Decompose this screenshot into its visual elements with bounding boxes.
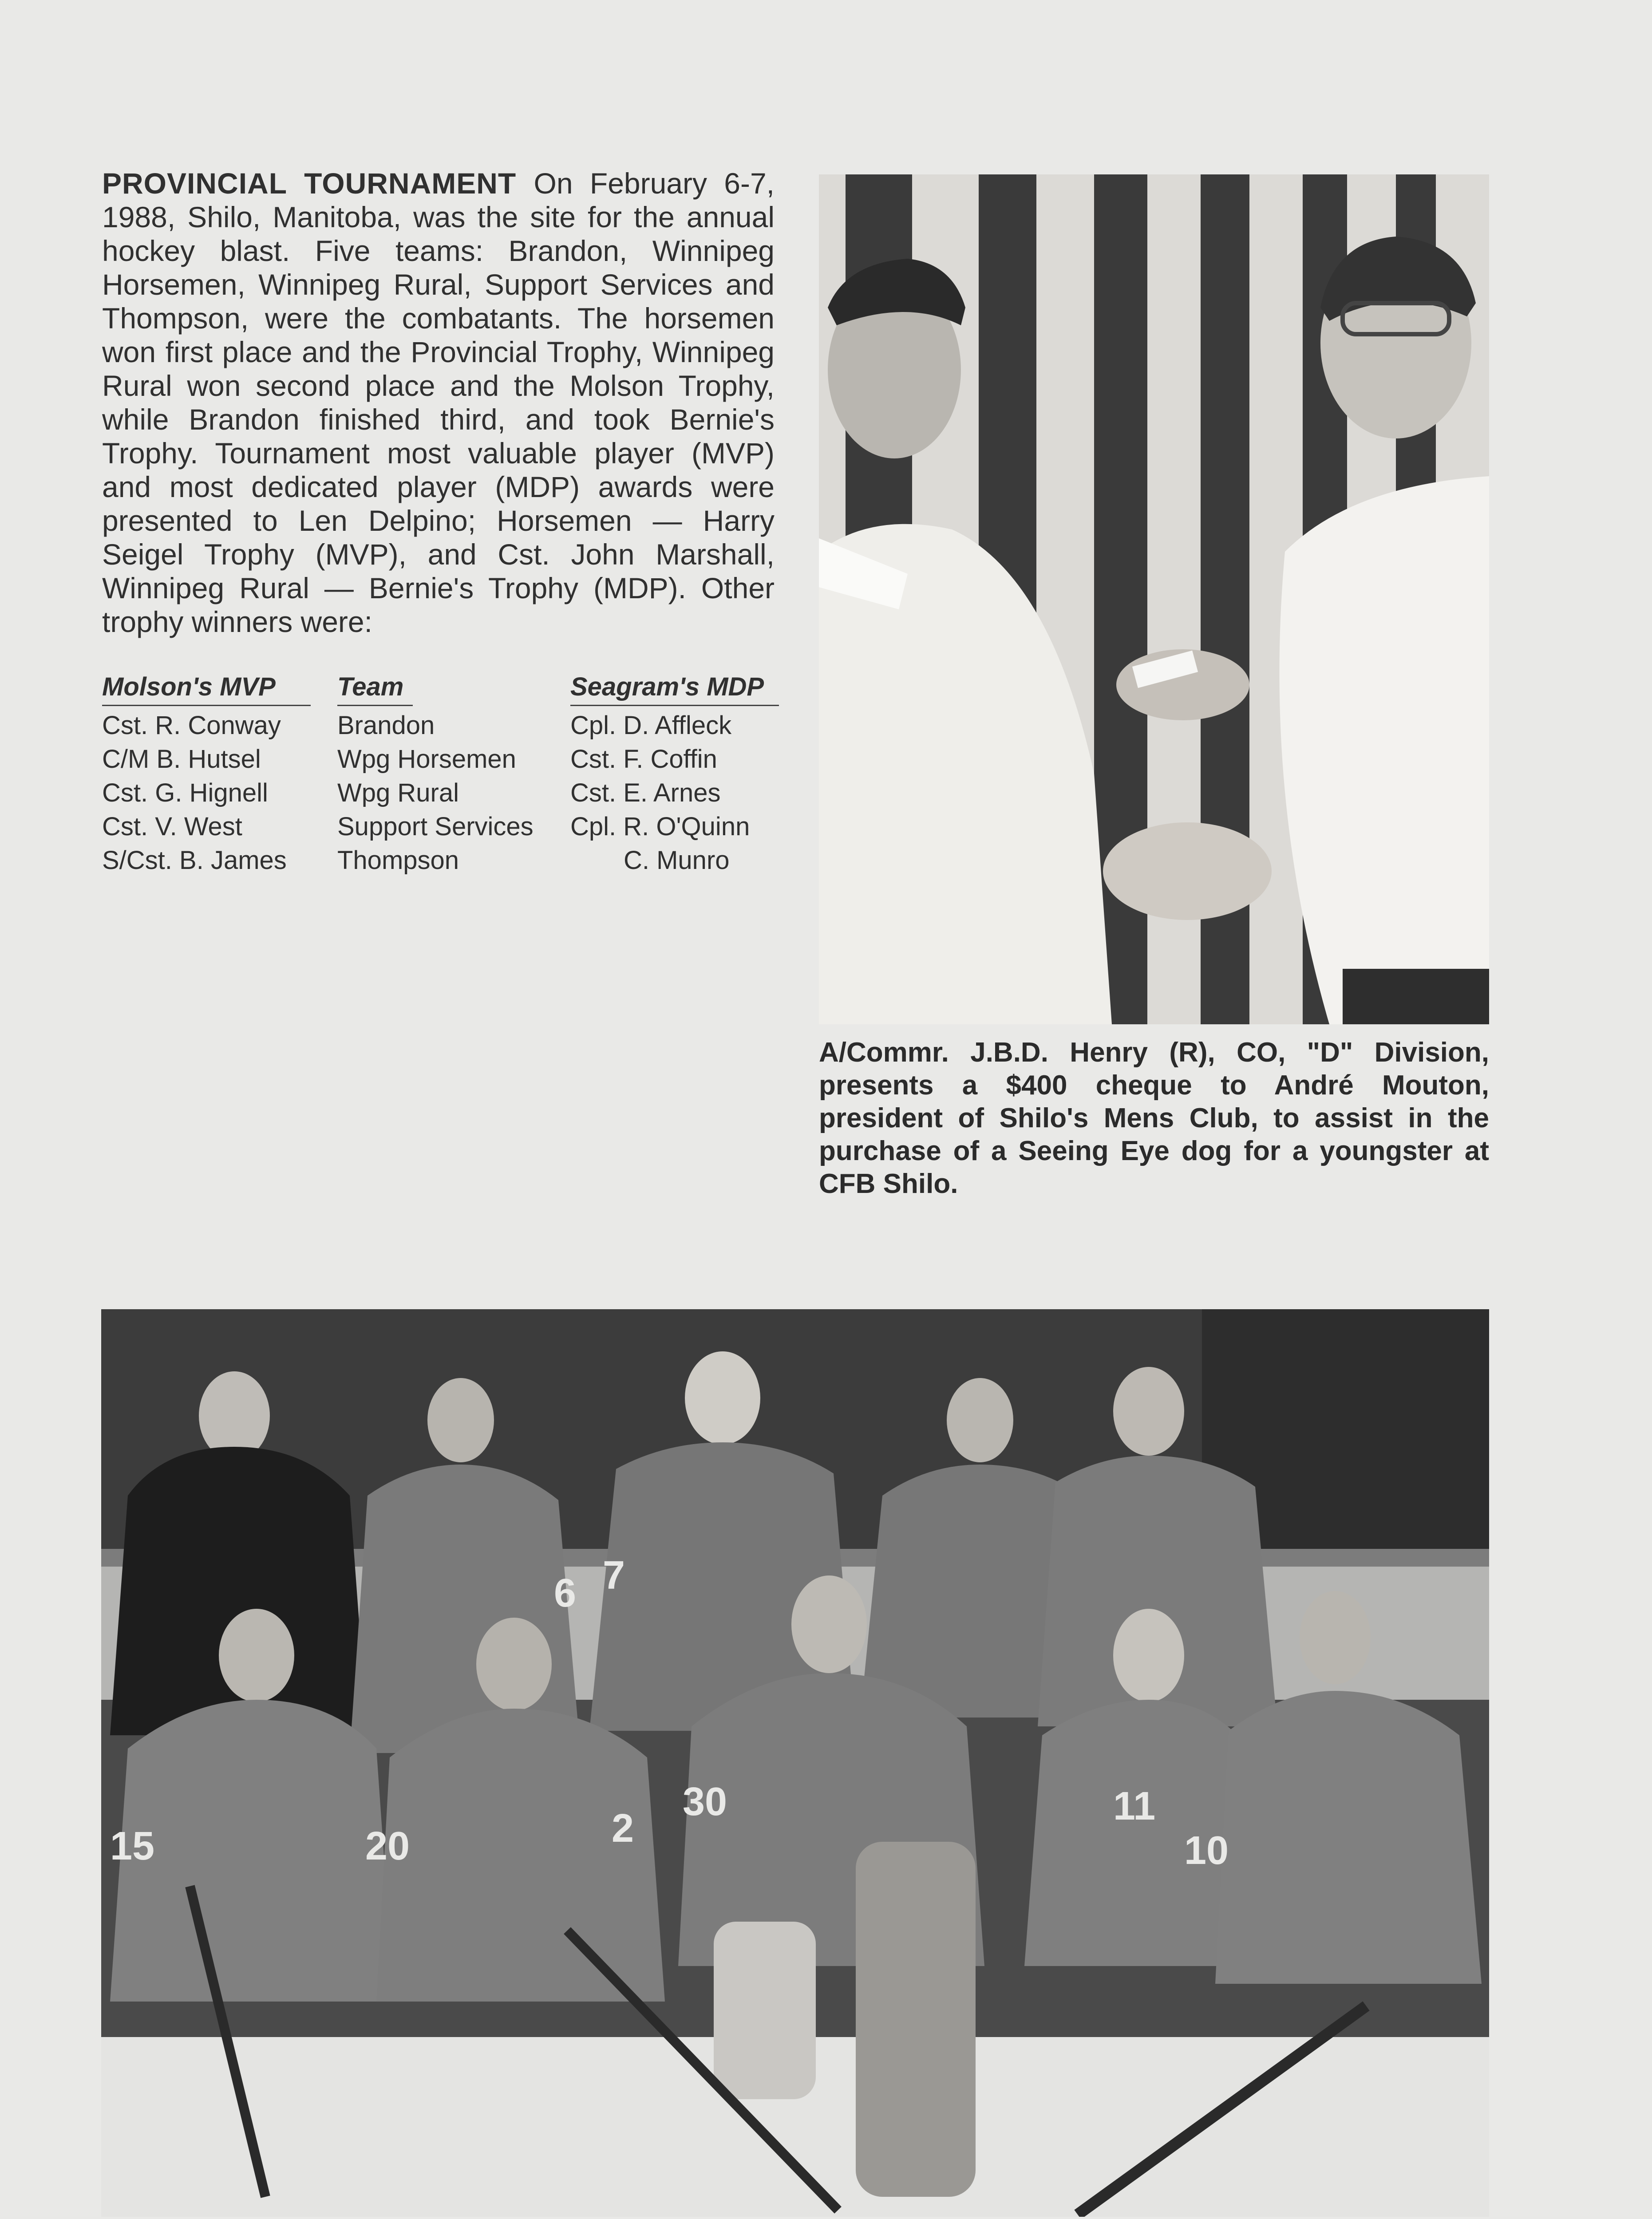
- jersey-number: 15: [110, 1824, 155, 1868]
- cheque-photo-caption: A/Commr. J.B.D. Henry (R), CO, "D" Division, presents a $400 cheque to André Mouton, president of Shilo's Mens Club, to assist in the purchase of a Seeing Eye dog for a youngster at CFB Shilo.: [819, 1037, 1489, 1199]
- cheque-presentation-photo: [819, 174, 1489, 1024]
- jersey-number: 2: [612, 1806, 634, 1851]
- cheque-presentation-illustration: [819, 174, 1489, 1024]
- mvp-cell: Cst. V. West: [102, 812, 242, 841]
- team-cell: Wpg Rural: [337, 778, 459, 807]
- mvp-cell: Cst. G. Hignell: [102, 778, 268, 807]
- team-header: Team: [337, 670, 413, 706]
- mdp-cell: C. Munro: [624, 846, 730, 875]
- article-heading: PROVINCIAL TOURNAMENT: [102, 167, 534, 200]
- mvp-cell: S/Cst. B. James: [102, 846, 287, 875]
- mvp-header: Molson's MVP: [102, 670, 311, 706]
- team-photo-illustration: [101, 1309, 1489, 2217]
- jersey-number: 6: [554, 1571, 577, 1615]
- article-text: [102, 166, 775, 639]
- mdp-header: Seagram's MDP: [570, 670, 779, 706]
- team-photo: [101, 1309, 1489, 2217]
- team-column: [337, 670, 559, 877]
- team-cell: Thompson: [337, 846, 459, 875]
- mdp-cell: Cst. E. Arnes: [570, 778, 721, 807]
- mdp-cell: Cpl. R. O'Quinn: [570, 812, 750, 841]
- team-cell: Wpg Horsemen: [337, 745, 516, 774]
- team-cell: Brandon: [337, 711, 435, 740]
- jersey-number: 11: [1113, 1784, 1156, 1828]
- mvp-cell: Cst. R. Conway: [102, 711, 281, 740]
- mvp-column: [102, 670, 311, 877]
- jersey-number: 7: [603, 1553, 625, 1598]
- team-cell: Support Services: [337, 812, 534, 841]
- mvp-cell: C/M B. Hutsel: [102, 745, 261, 774]
- article-body: On February 6-7, 1988, Shilo, Manitoba, was the site for the annual hockey blast. Five teams: Brandon, Winnipeg Horsemen, Winnipeg Rural, Support Services and Thompson, were the combatants. The horsemen won first place and the Provincial Trophy, Winnipeg Rural won second place and the Molson Trophy, while Brandon finished third, and took Bernie's Trophy. Tournament most valuable player (MVP) and most dedicated player (MDP) awards were presented to Len Delpino; Horsemen — Harry Seigel Trophy (MVP), and Cst. John Marshall, Winnipeg Rural — Bernie's Trophy (MDP). Other trophy winners were:: [102, 167, 775, 638]
- mdp-cell: Cst. F. Coffin: [570, 745, 717, 774]
- mdp-column: [570, 670, 779, 877]
- mdp-cell: Cpl. D. Affleck: [570, 711, 732, 740]
- jersey-number: 10: [1184, 1828, 1229, 1873]
- jersey-number: 30: [683, 1780, 727, 1824]
- jersey-number: 20: [365, 1824, 410, 1868]
